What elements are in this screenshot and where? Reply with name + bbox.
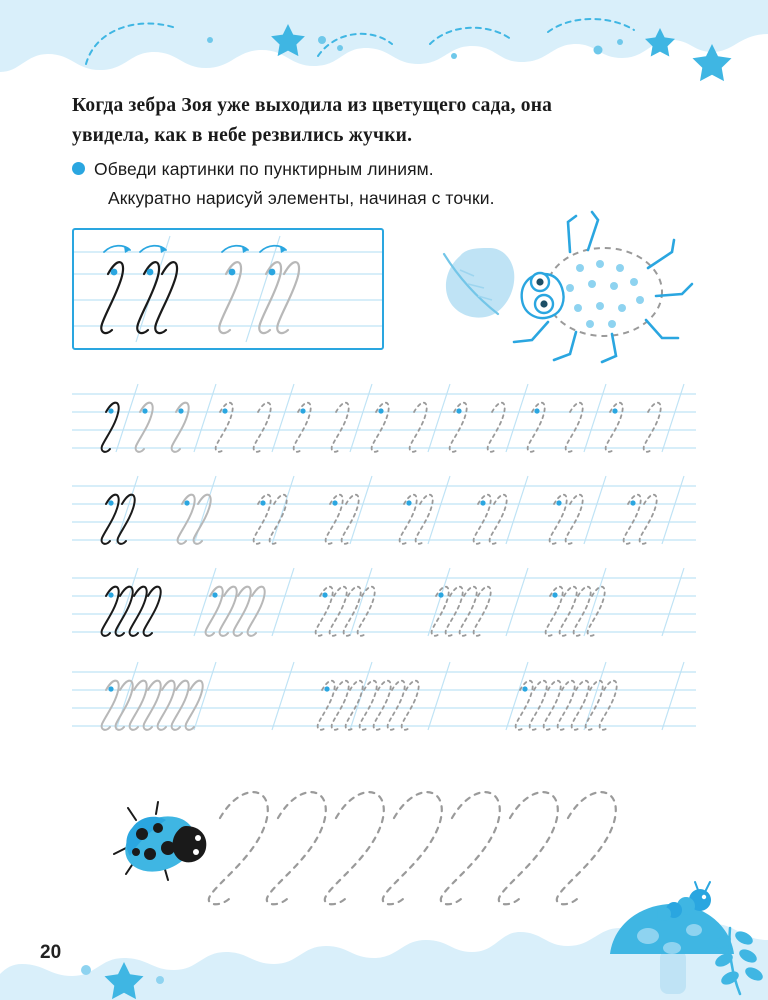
sample-letter-box xyxy=(72,228,384,350)
practice-row-long[interactable] xyxy=(72,660,696,732)
page-number: 20 xyxy=(40,942,62,963)
beetle-illustration xyxy=(420,196,720,366)
story-line-2: увидела, как в небе резвились жучки. xyxy=(72,124,413,146)
practice-row-double[interactable] xyxy=(72,474,696,546)
instruction-block xyxy=(72,92,692,211)
footer-decoration xyxy=(0,870,768,1000)
story-line-1: Когда зебра Зоя уже выходила из цветущего сада, она xyxy=(72,95,553,116)
task-sub-text: Аккуратно нарисуй элементы, начиная с точки. xyxy=(108,187,495,208)
oak-leaf-icon xyxy=(444,248,514,318)
practice-row-quad[interactable] xyxy=(72,566,696,638)
practice-row-single[interactable] xyxy=(72,382,696,454)
bullet-dot-icon xyxy=(72,162,85,175)
task-main-text: Обведи картинки по пунктирным линиям. xyxy=(94,159,434,180)
header-decoration xyxy=(0,0,768,96)
